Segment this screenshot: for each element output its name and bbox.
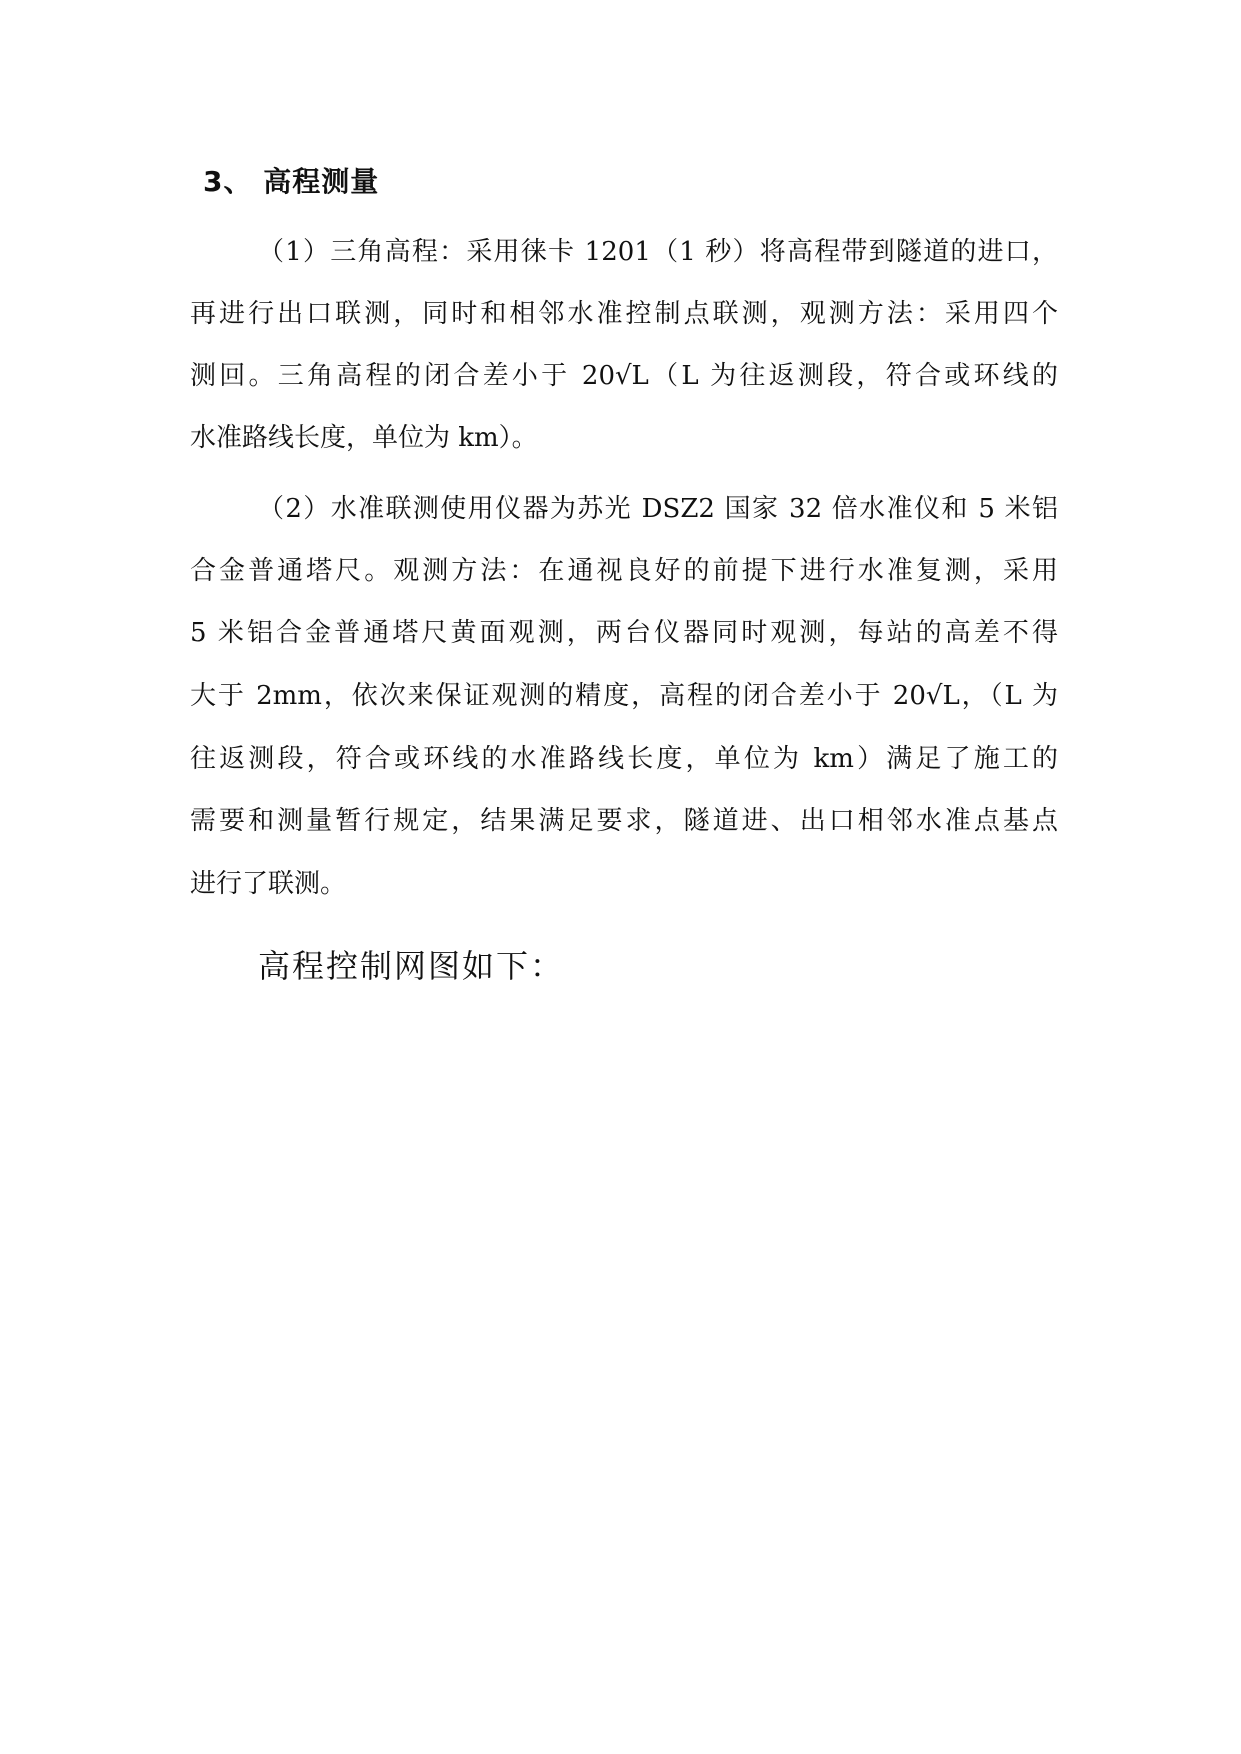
paragraph-2-line-7: 进行了联测。 <box>190 869 347 899</box>
paragraph-2-line-4: 大于 2mm，依次来保证观测的精度，高程的闭合差小于 20√L，（L 为 <box>190 681 1058 711</box>
section-heading: 3、 高程测量 <box>203 165 380 198</box>
paragraph-2-line-2: 合金普通塔尺。观测方法：在通视良好的前提下进行水准复测，采用 <box>190 556 1058 586</box>
paragraph-1-line-1: （1）三角高程：采用徕卡 1201（1 秒）将高程带到隧道的进口， <box>258 237 1058 267</box>
paragraph-2-line-1: （2）水准联测使用仪器为苏光 DSZ2 国家 32 倍水准仪和 5 米铝 <box>258 494 1058 524</box>
paragraph-1-line-4: 水准路线长度，单位为 km）。 <box>190 423 538 453</box>
paragraph-2-line-5: 往返测段，符合或环线的水准路线长度，单位为 km）满足了施工的 <box>190 744 1058 774</box>
figure-caption: 高程控制网图如下： <box>258 947 565 985</box>
paragraph-1-line-3: 测回。三角高程的闭合差小于 20√L（L 为往返测段，符合或环线的 <box>190 361 1058 391</box>
paragraph-1-line-2: 再进行出口联测，同时和相邻水准控制点联测，观测方法：采用四个 <box>190 299 1058 329</box>
paragraph-2-line-6: 需要和测量暂行规定，结果满足要求，隧道进、出口相邻水准点基点 <box>190 806 1058 836</box>
paragraph-2-line-3: 5 米铝合金普通塔尺黄面观测，两台仪器同时观测，每站的高差不得 <box>190 618 1058 648</box>
